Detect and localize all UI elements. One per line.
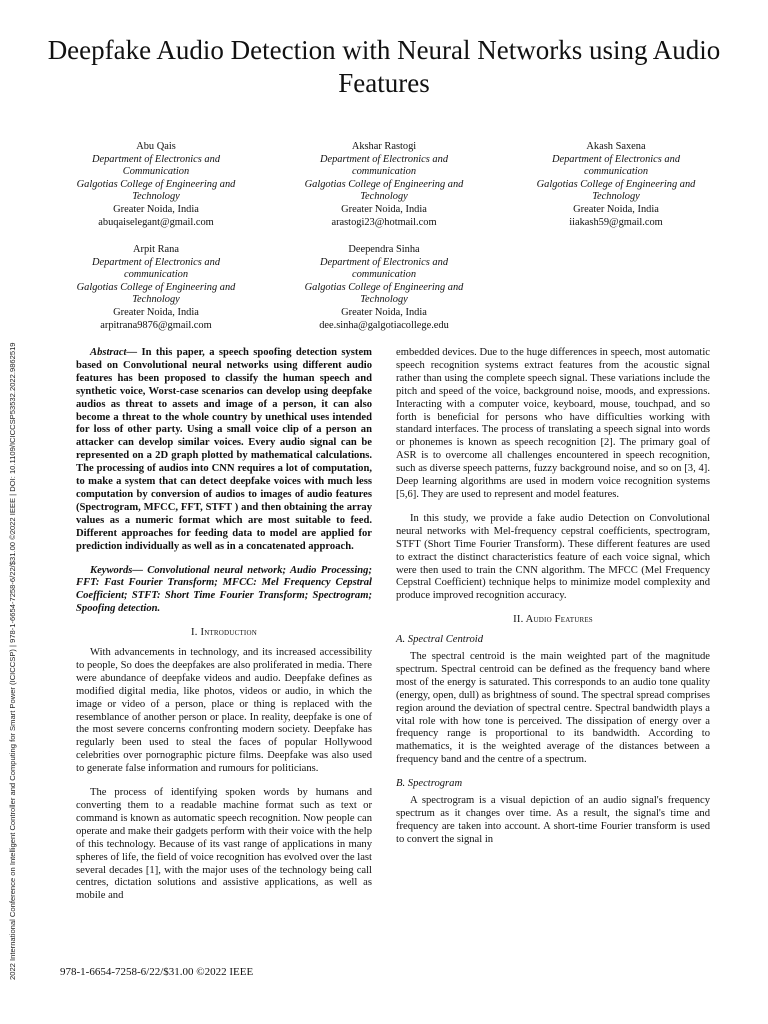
author-email[interactable]: arastogi23@hotmail.com	[331, 216, 437, 228]
abstract-paragraph	[76, 347, 372, 554]
abstract-text: In this paper, a speech spoofing detection system based on Convolutional neural networks using different audio features has been proposed to classify the human speech and synthetic voice, Worst-case scenarios can develop using deepfake audios as threat to assets and image of a person, it can also become a threat to the whole country by unethical uses intended for loss of other party. Using a small voice clip of a person an attacker can develop similar voices. Every audio signal can be represented on a 2D graph plotted by mathematical calculations. The processing of audios into CNN requires a lot of computation, to make a system that can detect deepfake voices with much less computation by conversion of audios to images of audio features (Spectrogram, MFCC, FFT, STFT ) and then obtaining the array values as a numeric format which are most suitable to feed. Different approaches for feeding data to model are applied for prediction individually as well as in a concatenated approach.	[76, 347, 372, 552]
author-block	[56, 141, 256, 229]
author-dept: communication	[351, 166, 417, 178]
abstract-lead: Abstract—	[90, 347, 138, 358]
author-block	[284, 141, 484, 229]
author-name: Abu Qais	[136, 141, 176, 152]
author-city: Greater Noida, India	[341, 306, 427, 318]
author-college: Technology	[360, 191, 408, 203]
author-name: Arpit Rana	[133, 244, 179, 255]
copyright-footer: 978-1-6654-7258-6/22/$31.00 ©2022 IEEE	[60, 966, 254, 978]
author-dept: communication	[351, 269, 417, 281]
subsection-heading-spectrogram: B. Spectrogram	[396, 778, 463, 790]
author-name: Deependra Sinha	[348, 244, 420, 255]
side-note-text: 2022 International Conference on Intelligent Controller and Computing for Smart Power (ICICCSP) | 978-1-6654-7258-6/22/$31.00 ©2022 IEEE | DOI: 10.1109/ICICCSP53532.2022.9862519	[8, 342, 17, 980]
author-email[interactable]: iiakash59@gmail.com	[569, 216, 663, 228]
body-paragraph: The spectral centroid is the main weighted part of the magnitude spectrum. Spectral centroid can be defined as the frequency band where most of the energy is saturated. This corresponds to an audio tone quality (energy, open, dull) as brightness of sound. The spectral spread comprises region around the deviation of spectral centre. Spectral bandwidth plays a vital role with how tone is perceived. The dissipation of energy over a frequency range is proportional to its bandwidth. According to mathematics, it is the weighted average of the distances between a frequency band and the centre of a spectrum.	[396, 651, 710, 766]
author-college: Galgotias College of Engineering and	[304, 178, 464, 190]
left-column	[76, 347, 372, 914]
author-block	[516, 141, 716, 229]
author-dept: Communication	[122, 166, 190, 178]
author-dept: Department of Electronics and	[319, 256, 449, 268]
author-dept: Department of Electronics and	[91, 153, 221, 165]
author-college: Galgotias College of Engineering and	[304, 281, 464, 293]
author-dept: Department of Electronics and	[319, 153, 449, 165]
body-paragraph: embedded devices. Due to the huge differences in speech, most automatic speech recognition systems extract features from the acoustic signal rather than using the complete speech signal. These variations include the pitch and speed of the voice, background noise, moods, and expressions. Interacting with a computer voice, keyboard, mouse, touchpad, and so forth is beneficial for persons who have difficulties working with standard interfaces. The process of translating a speech signal into words or phonemes is known as speech recognition [2]. The primary goal of ASR is to overcome all challenges encountered in speech recognition, such as diverse speech patterns, fuzzy background noise, and so on [3, 4]. Deep learning algorithms are used in modern voice recognition systems [5,6]. They are used to represent and model features.	[396, 347, 710, 500]
author-dept: communication	[583, 166, 649, 178]
author-name: Akash Saxena	[586, 141, 646, 152]
author-name: Akshar Rastogi	[351, 141, 417, 152]
body-paragraph: In this study, we provide a fake audio Detection on Convolutional neural networks with Mel-frequency cepstral coefficients, spectrogram, STFT (Short Time Fourier Transform). These different features are used to extract the distinct characteristics feature of each voice signal, which were then used to train the CNN algorithm. The MFCC (Mel Frequency Cepstral Coefficient) technique helps to minimize model complexity and produce improved recognition accuracy.	[396, 512, 710, 602]
author-college: Galgotias College of Engineering and	[76, 281, 236, 293]
author-college: Technology	[132, 294, 180, 306]
intro-paragraph: The process of identifying spoken words by humans and converting them to a readable machine format such as text or command is known as automatic speech recognition. Now people can operate and make their gadgets perform with their voice with the help of this technology. Because of its vast range of applications in many spheres of life, the field of voice recognition has evolved over the last several decades [1], with the major uses of the technology being call centres, dictation solutions and assistive applications, as well as mobile and	[76, 787, 372, 902]
conference-side-note	[8, 210, 22, 980]
author-block	[284, 244, 484, 332]
author-email[interactable]: dee.sinha@galgotiacollege.edu	[319, 319, 449, 331]
author-email[interactable]: arpitrana9876@gmail.com	[100, 319, 212, 331]
author-city: Greater Noida, India	[573, 203, 659, 215]
author-college: Technology	[132, 191, 180, 203]
author-college: Galgotias College of Engineering and	[76, 178, 236, 190]
author-college: Galgotias College of Engineering and	[536, 178, 696, 190]
right-column	[396, 347, 710, 858]
keywords-paragraph: Keywords— Convolutional neural network; Audio Processing; FFT: Fast Fourier Transform; MFCC: Mel Frequency Cepstral Coefficient; STFT: Short Time Fourier Transform; Spectrogram; Spoofing detection.	[76, 564, 372, 615]
author-block	[56, 244, 256, 332]
subsection-heading-spectral-centroid: A. Spectral Centroid	[396, 634, 483, 646]
intro-paragraph: With advancements in technology, and its increased accessibility to people, So does the deepfakes are also proliferated in media. There were abundance of deepfake videos and audio. Deepfake defines as modified digital media, like photos, videos or audio, in which the image or video of a person, place or thing is replaced with the resemblance of another person or place. In reality, deepfake is one of the most severe concerns confronting modern society. Deepfake has regularly been used to steal the faces of popular Hollywood celebrities over pornographic picture films. Deepfake was also used to generate false information and rumours for politicians.	[76, 647, 372, 775]
author-dept: communication	[123, 269, 189, 281]
author-email[interactable]: abuqaiselegant@gmail.com	[98, 216, 214, 228]
author-city: Greater Noida, India	[113, 203, 199, 215]
author-city: Greater Noida, India	[113, 306, 199, 318]
body-paragraph: A spectrogram is a visual depiction of an audio signal's frequency spectrum as it changes over time. As a result, the signal's time and frequency are taken into account. A short-time Fourier transform is used to convert the signal in	[396, 795, 710, 845]
section-heading-introduction: I. Introduction	[191, 627, 257, 639]
author-dept: Department of Electronics and	[551, 153, 681, 165]
paper-title: Deepfake Audio Detection with Neural Networks using Audio Features	[47, 35, 721, 98]
author-dept: Department of Electronics and	[91, 256, 221, 268]
author-city: Greater Noida, India	[341, 203, 427, 215]
section-heading-audio-features: II. Audio Features	[513, 614, 593, 626]
author-college: Technology	[360, 294, 408, 306]
author-college: Technology	[592, 191, 640, 203]
